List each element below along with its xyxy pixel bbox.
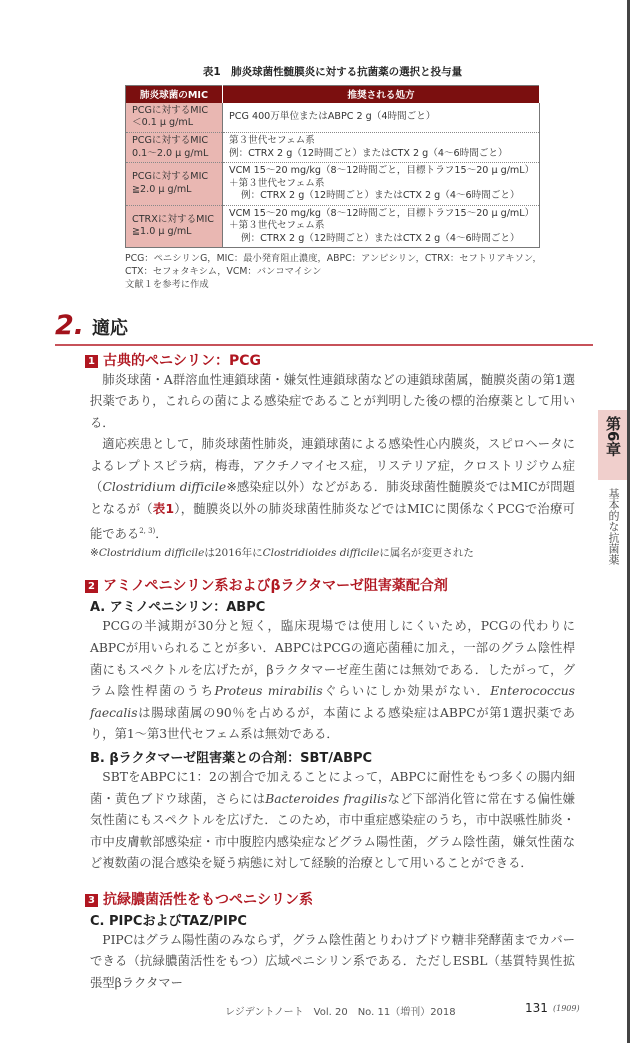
citation-link[interactable]: 2, 3) (139, 526, 156, 535)
table-row (126, 205, 540, 248)
text: 適応疾患として，肺炎球菌性肺炎，連鎖球菌による感染性心内膜炎，スピロヘータによるレプトスピラ病，梅毒，アクチノマイセス症，リステリア症，クロストリジウム症（ (90, 437, 575, 495)
section-2-heading (85, 577, 580, 595)
species-name: Proteus mirabilis (214, 684, 323, 699)
text: は腸球菌属の90％を占めるが，本菌による感染症はABPCが第1選択薬であり，第1～第3世代セフェム系は無効である． (90, 705, 575, 742)
species-name: Enterococcus faecalis (90, 684, 575, 720)
text: SBTをABPCに1：2の割合で加えることによって，ABPCに耐性をもつ多くの腸内細菌・黄色ブドウ球菌，さらには (90, 769, 575, 806)
chapter-side-title: 基本的な抗菌薬 (607, 488, 620, 565)
rx-text: PCG 400万単位またはABPC 2 g（4時間ごと） (229, 111, 436, 122)
text: ※ (90, 547, 99, 560)
subsection-a-body (90, 616, 575, 746)
section-number-badge: 3 (85, 894, 98, 907)
species-name: Clostridium difficile (98, 547, 205, 560)
chapter-tab-label: 第6章 (604, 416, 622, 457)
col-header-mic: 肺炎球菌のMIC (126, 86, 223, 103)
antibiotic-table (125, 85, 540, 248)
rx-text: 第３世代セフェム系 (229, 135, 315, 146)
mic-text: PCGに対するMIC (132, 104, 209, 116)
section-title: 古典的ペニシリン：PCG (103, 352, 262, 369)
subsection-a-heading: A. アミノペニシリン：ABPC (90, 600, 266, 616)
text: PCGの半減期が30分と短く，臨床現場では使用しにくいため，PCGの代わりにABPCが用いられることが多い．ABPCはPCGの適応菌種に加え，一部のグラム陰性桿菌にもスペクトルを広げたが，βラクタマーゼ産生菌には無効である．したがって，グラム陰性桿菌のうち (90, 619, 575, 699)
page-number: 131 (525, 1000, 548, 1015)
chapter-title: 適応 (92, 318, 129, 339)
table-reference-link[interactable]: 表1 (152, 502, 175, 517)
paragraph (90, 434, 575, 545)
mic-cell (126, 205, 223, 248)
mic-text: 0.1～2.0 μ g/mL (132, 147, 209, 159)
section-3-heading (85, 891, 580, 909)
paragraph (90, 767, 575, 875)
rx-text: 例：CTRX 2 g（12時間ごと）またはCTX 2 g（4～6時間ごと） (241, 232, 520, 244)
mic-text: PCGに対するMIC (132, 135, 209, 146)
species-name: Clostridioides difficile (262, 547, 380, 560)
paragraph: PIPCはグラム陽性菌のみならず，グラム陰性菌とりわけブドウ糖非発酵菌までカバーできる（抗緑膿菌活性をもつ）広域ペニシリン系である．ただしESBL（基質特異性拡張型βラクタマー (90, 932, 575, 991)
section-title: アミノペニシリン系およびβラクタマーゼ阻害薬配合剤 (103, 578, 448, 595)
rx-cell (223, 103, 540, 133)
text: ※感染症以外）などがある．肺炎球菌性髄膜炎ではMICが問題となるが（ (90, 480, 575, 517)
text: ． (155, 526, 168, 541)
footnote (90, 545, 575, 561)
text: ），髄膜炎以外の肺炎球菌性肺炎などではMICに関係なくPCGで治療可能である (90, 502, 575, 541)
rx-cell (223, 205, 540, 248)
text: は2016年に (204, 547, 263, 560)
mic-cell (126, 163, 223, 206)
mic-cell (126, 133, 223, 163)
mic-text: ≧1.0 μ g/mL (132, 226, 192, 238)
mic-text: PCGに対するMIC (132, 171, 209, 183)
section-number-badge: 2 (85, 580, 98, 593)
rx-text: VCM 15～20 mg/kg（8～12時間ごと，目標トラフ15～20 μ g/mL） (229, 165, 535, 176)
section-title: 抗緑膿菌活性をもつペニシリン系 (103, 891, 313, 908)
text: ぐらいにしか効果がない． (322, 684, 491, 699)
subsection-c-body (90, 930, 575, 995)
rx-text: ＋第３世代セフェム系 (229, 177, 325, 189)
page-footer (0, 1000, 630, 1043)
table-notes (125, 252, 545, 291)
rx-text: 例：CTRX 2 g（12時間ごと）またはCTX 2 g（4～6時間ごと） (241, 190, 520, 201)
mic-text: CTRXに対するMIC (132, 213, 214, 225)
rx-text: 例：CTRX 2 g（12時間ごと）またはCTX 2 g（4～6時間ごと） (229, 147, 508, 159)
section-1-body (90, 370, 575, 546)
mic-text: ≧2.0 μ g/mL (132, 183, 192, 195)
subsection-b-body (90, 767, 575, 875)
mic-text: ＜0.1 μ g/mL (132, 117, 194, 129)
abbreviations-note: PCG：ペニシリンG，MIC：最小発育阻止濃度，ABPC：アンピシリン，CTRX：セフトリアキソン，CTX：セフォタキシム，VCM：バンコマイシン (125, 253, 542, 277)
species-name: Clostridium difficile (102, 480, 227, 495)
mic-cell (126, 103, 223, 133)
source-note: 文献１を参考に作成 (125, 279, 209, 290)
text: に属名が変更された (379, 547, 474, 560)
section-1-heading (85, 352, 580, 370)
journal-info: レジデントノート Vol. 20 No. 11（増刊）2018 (225, 1006, 456, 1018)
chapter-heading (55, 311, 580, 341)
table-row (126, 103, 540, 133)
rx-text: ＋第３世代セフェム系 (229, 220, 325, 231)
paragraph: 肺炎球菌・A群溶血性連鎖球菌・嫌気性連鎖球菌などの連鎖球菌属，髄膜炎菌の第1選択薬であり，これらの菌による感染症であることが判明した後の標的治療薬として用いる． (90, 372, 575, 430)
heading-rule (55, 344, 593, 346)
rx-cell (223, 133, 540, 163)
table-caption: 表1 肺炎球菌性髄膜炎に対する抗菌薬の選択と投与量 (202, 66, 463, 78)
table-row (126, 133, 540, 163)
table-row (126, 163, 540, 206)
subsection-c-heading: C. PIPCおよびTAZ/PIPC (90, 913, 247, 929)
page-total: (1909) (553, 1003, 580, 1013)
rx-text: VCM 15～20 mg/kg（8～12時間ごと，目標トラフ15～20 μ g/mL） (229, 207, 535, 219)
col-header-rx: 推奨される処方 (223, 86, 540, 103)
paragraph (90, 616, 575, 746)
species-name: Bacteroides fragilis (265, 791, 388, 806)
chapter-number: 2. (55, 310, 85, 341)
text: など下部消化管に常在する偏性嫌気性菌にもスペクトルを広げた．このため，市中重症感染症のうち，市中誤嚥性肺炎・市中皮膚軟部感染症・市中腹腔内感染症などグラム陽性菌，グラム陰性菌，嫌気性菌など複数菌の混合感染を疑う病態に対して経験的治療として用いることができる． (90, 791, 575, 871)
rx-cell (223, 163, 540, 206)
chapter-tab (598, 410, 627, 480)
subsection-b-heading: B. βラクタマーゼ阻害薬との合剤：SBT/ABPC (90, 750, 373, 766)
section-number-badge: 1 (85, 355, 98, 368)
